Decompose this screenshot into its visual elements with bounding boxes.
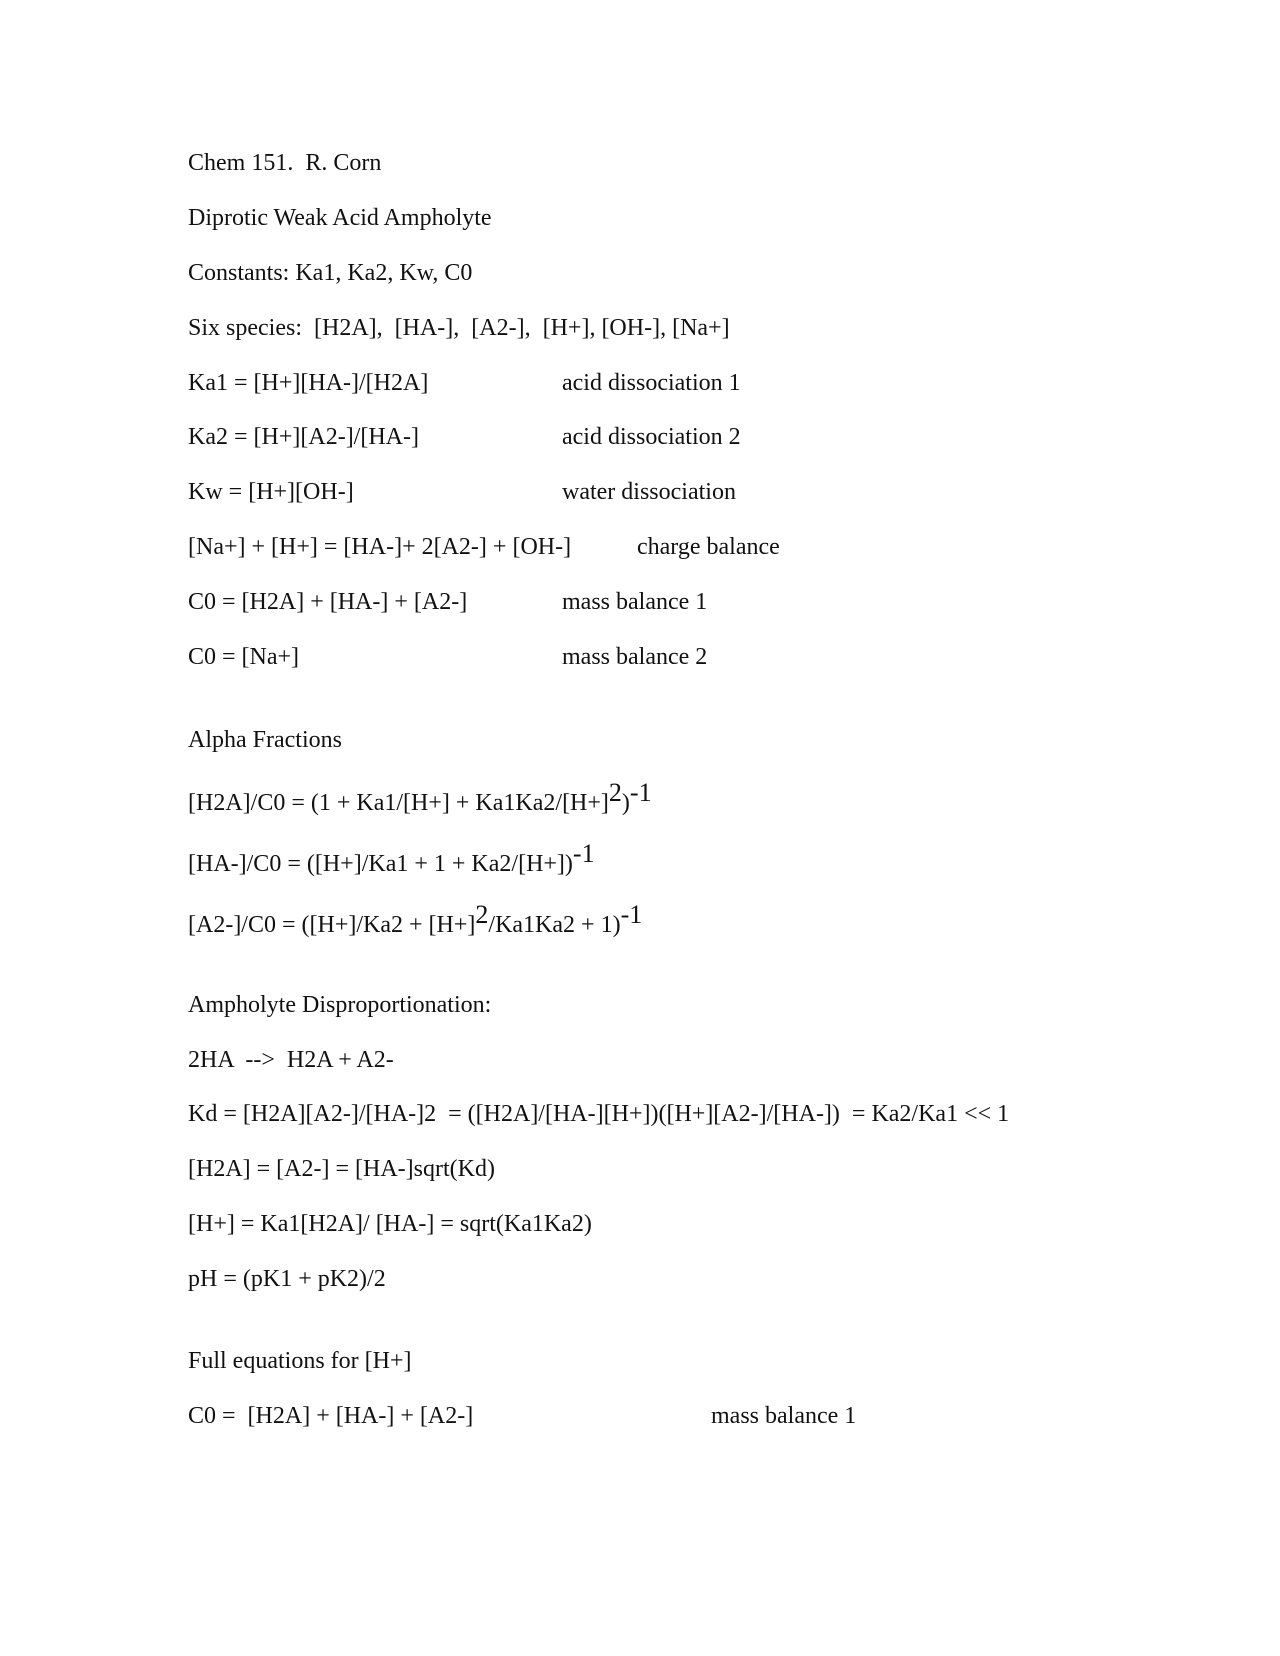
full-equations-heading: Full equations for [H+]	[188, 1348, 412, 1374]
alpha-h2a-close: )	[621, 790, 630, 816]
course-header: Chem 151. R. Corn	[188, 150, 382, 176]
disproportionation-heading: Ampholyte Disproportionation:	[188, 992, 492, 1018]
alpha-ha-exponent: -1	[572, 839, 595, 868]
equation-mass-balance-1: C0 = [H2A] + [HA-] + [A2-]	[188, 589, 468, 615]
equation-kw-note: water dissociation	[562, 479, 736, 505]
disproportionation-kd: Kd = [H2A][A2-]/[HA-]2 = ([H2A]/[HA-][H+])([H+][A2-]/[HA-]) = Ka2/Ka1 << 1	[188, 1101, 1010, 1127]
full-mass-balance: C0 = [H2A] + [HA-] + [A2-]	[188, 1403, 474, 1429]
equation-charge-balance-note: charge balance	[637, 534, 780, 560]
alpha-h2a	[188, 778, 652, 818]
equation-ka2: Ka2 = [H+][A2-]/[HA-]	[188, 424, 419, 450]
disproportionation-h: [H+] = Ka1[H2A]/ [HA-] = sqrt(Ka1Ka2)	[188, 1211, 592, 1237]
alpha-h2a-exponent: -1	[629, 778, 652, 807]
alpha-a2-close: /Ka1Ka2 + 1)	[488, 912, 621, 938]
equation-ka1-note: acid dissociation 1	[562, 370, 741, 396]
species-line: Six species: [H2A], [HA-], [A2-], [H+], [OH-], [Na+]	[188, 315, 730, 341]
alpha-a2	[188, 900, 643, 940]
alpha-ha	[188, 839, 595, 879]
disproportionation-h2a: [H2A] = [A2-] = [HA-]sqrt(Kd)	[188, 1156, 495, 1182]
alpha-a2-base: [A2-]/C0 = ([H+]/Ka2 + [H+]	[188, 912, 476, 938]
alpha-a2-exponent: -1	[620, 900, 643, 929]
equation-ka2-note: acid dissociation 2	[562, 424, 741, 450]
constants-line: Constants: Ka1, Ka2, Kw, C0	[188, 260, 473, 286]
disproportionation-ph: pH = (pK1 + pK2)/2	[188, 1266, 386, 1292]
alpha-a2-square: 2	[475, 900, 489, 929]
equation-kw: Kw = [H+][OH-]	[188, 479, 354, 505]
document-title: Diprotic Weak Acid Ampholyte	[188, 205, 492, 231]
equation-charge-balance: [Na+] + [H+] = [HA-]+ 2[A2-] + [OH-]	[188, 534, 572, 560]
equation-mass-balance-1-note: mass balance 1	[562, 589, 708, 615]
alpha-ha-base: [HA-]/C0 = ([H+]/Ka1 + 1 + Ka2/[H+])	[188, 851, 573, 877]
alpha-h2a-square: 2	[608, 778, 622, 807]
alpha-heading: Alpha Fractions	[188, 727, 342, 753]
alpha-h2a-base: [H2A]/C0 = (1 + Ka1/[H+] + Ka1Ka2/[H+]	[188, 790, 609, 816]
equation-mass-balance-2: C0 = [Na+]	[188, 644, 300, 670]
disproportionation-reaction: 2HA --> H2A + A2-	[188, 1047, 394, 1073]
equation-ka1: Ka1 = [H+][HA-]/[H2A]	[188, 370, 429, 396]
full-mass-balance-note: mass balance 1	[711, 1403, 857, 1429]
equation-mass-balance-2-note: mass balance 2	[562, 644, 708, 670]
